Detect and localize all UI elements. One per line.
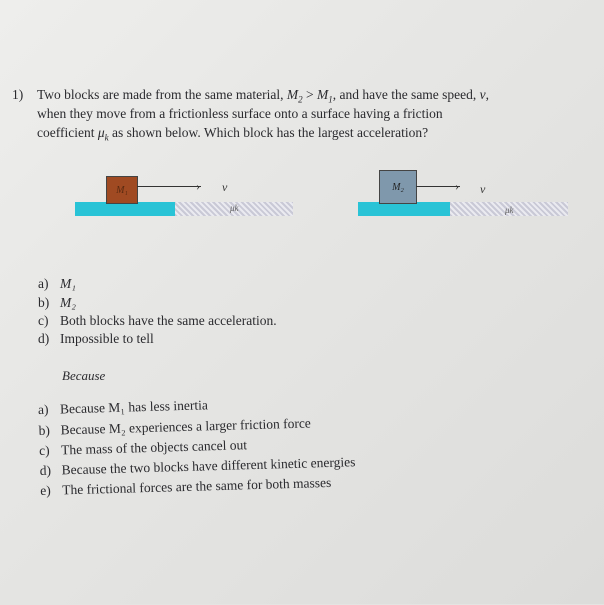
block-m1: M₁ (106, 176, 138, 204)
answer-option-a[interactable]: a) M₁ (38, 276, 76, 291)
because-heading: Because (62, 368, 106, 383)
reason-option-b[interactable]: b) Because M₂ experiences a larger friction force (38, 415, 312, 439)
friction-label-1: μk (230, 203, 239, 213)
reason-option-c[interactable]: c) The mass of the objects cancel out (38, 437, 248, 459)
velocity-label-2: v (480, 182, 486, 196)
block-m2: M₂ (379, 170, 417, 204)
reason-option-d[interactable]: d) Because the two blocks have different kinetic energies (39, 454, 356, 479)
answer-option-c[interactable]: c) Both blocks have the same acceleration. (38, 313, 277, 328)
question-line-1: Two blocks are made from the same material, $M_2 > M_1$, and have the same speed, v, (37, 87, 490, 105)
arrow-head-icon: › (455, 179, 459, 193)
answer-option-d[interactable]: d) Impossible to tell (38, 331, 154, 346)
arrow-head-icon: › (196, 179, 200, 193)
velocity-label-1: v (222, 180, 228, 194)
answer-option-b[interactable]: b) M₂ (38, 295, 76, 310)
reason-option-e[interactable]: e) The frictional forces are the same for both masses (40, 474, 332, 499)
question-line-3: coefficient $\mu_k$ as shown below. Which block has the largest acceleration? (37, 125, 429, 143)
question-line-2: when they move from a frictionless surface onto a surface having a friction (37, 106, 443, 121)
reason-option-a[interactable]: a) Because M₁ has less inertia (37, 397, 209, 418)
question-number: 1) (12, 87, 24, 102)
friction-label-2: μk (505, 205, 514, 215)
